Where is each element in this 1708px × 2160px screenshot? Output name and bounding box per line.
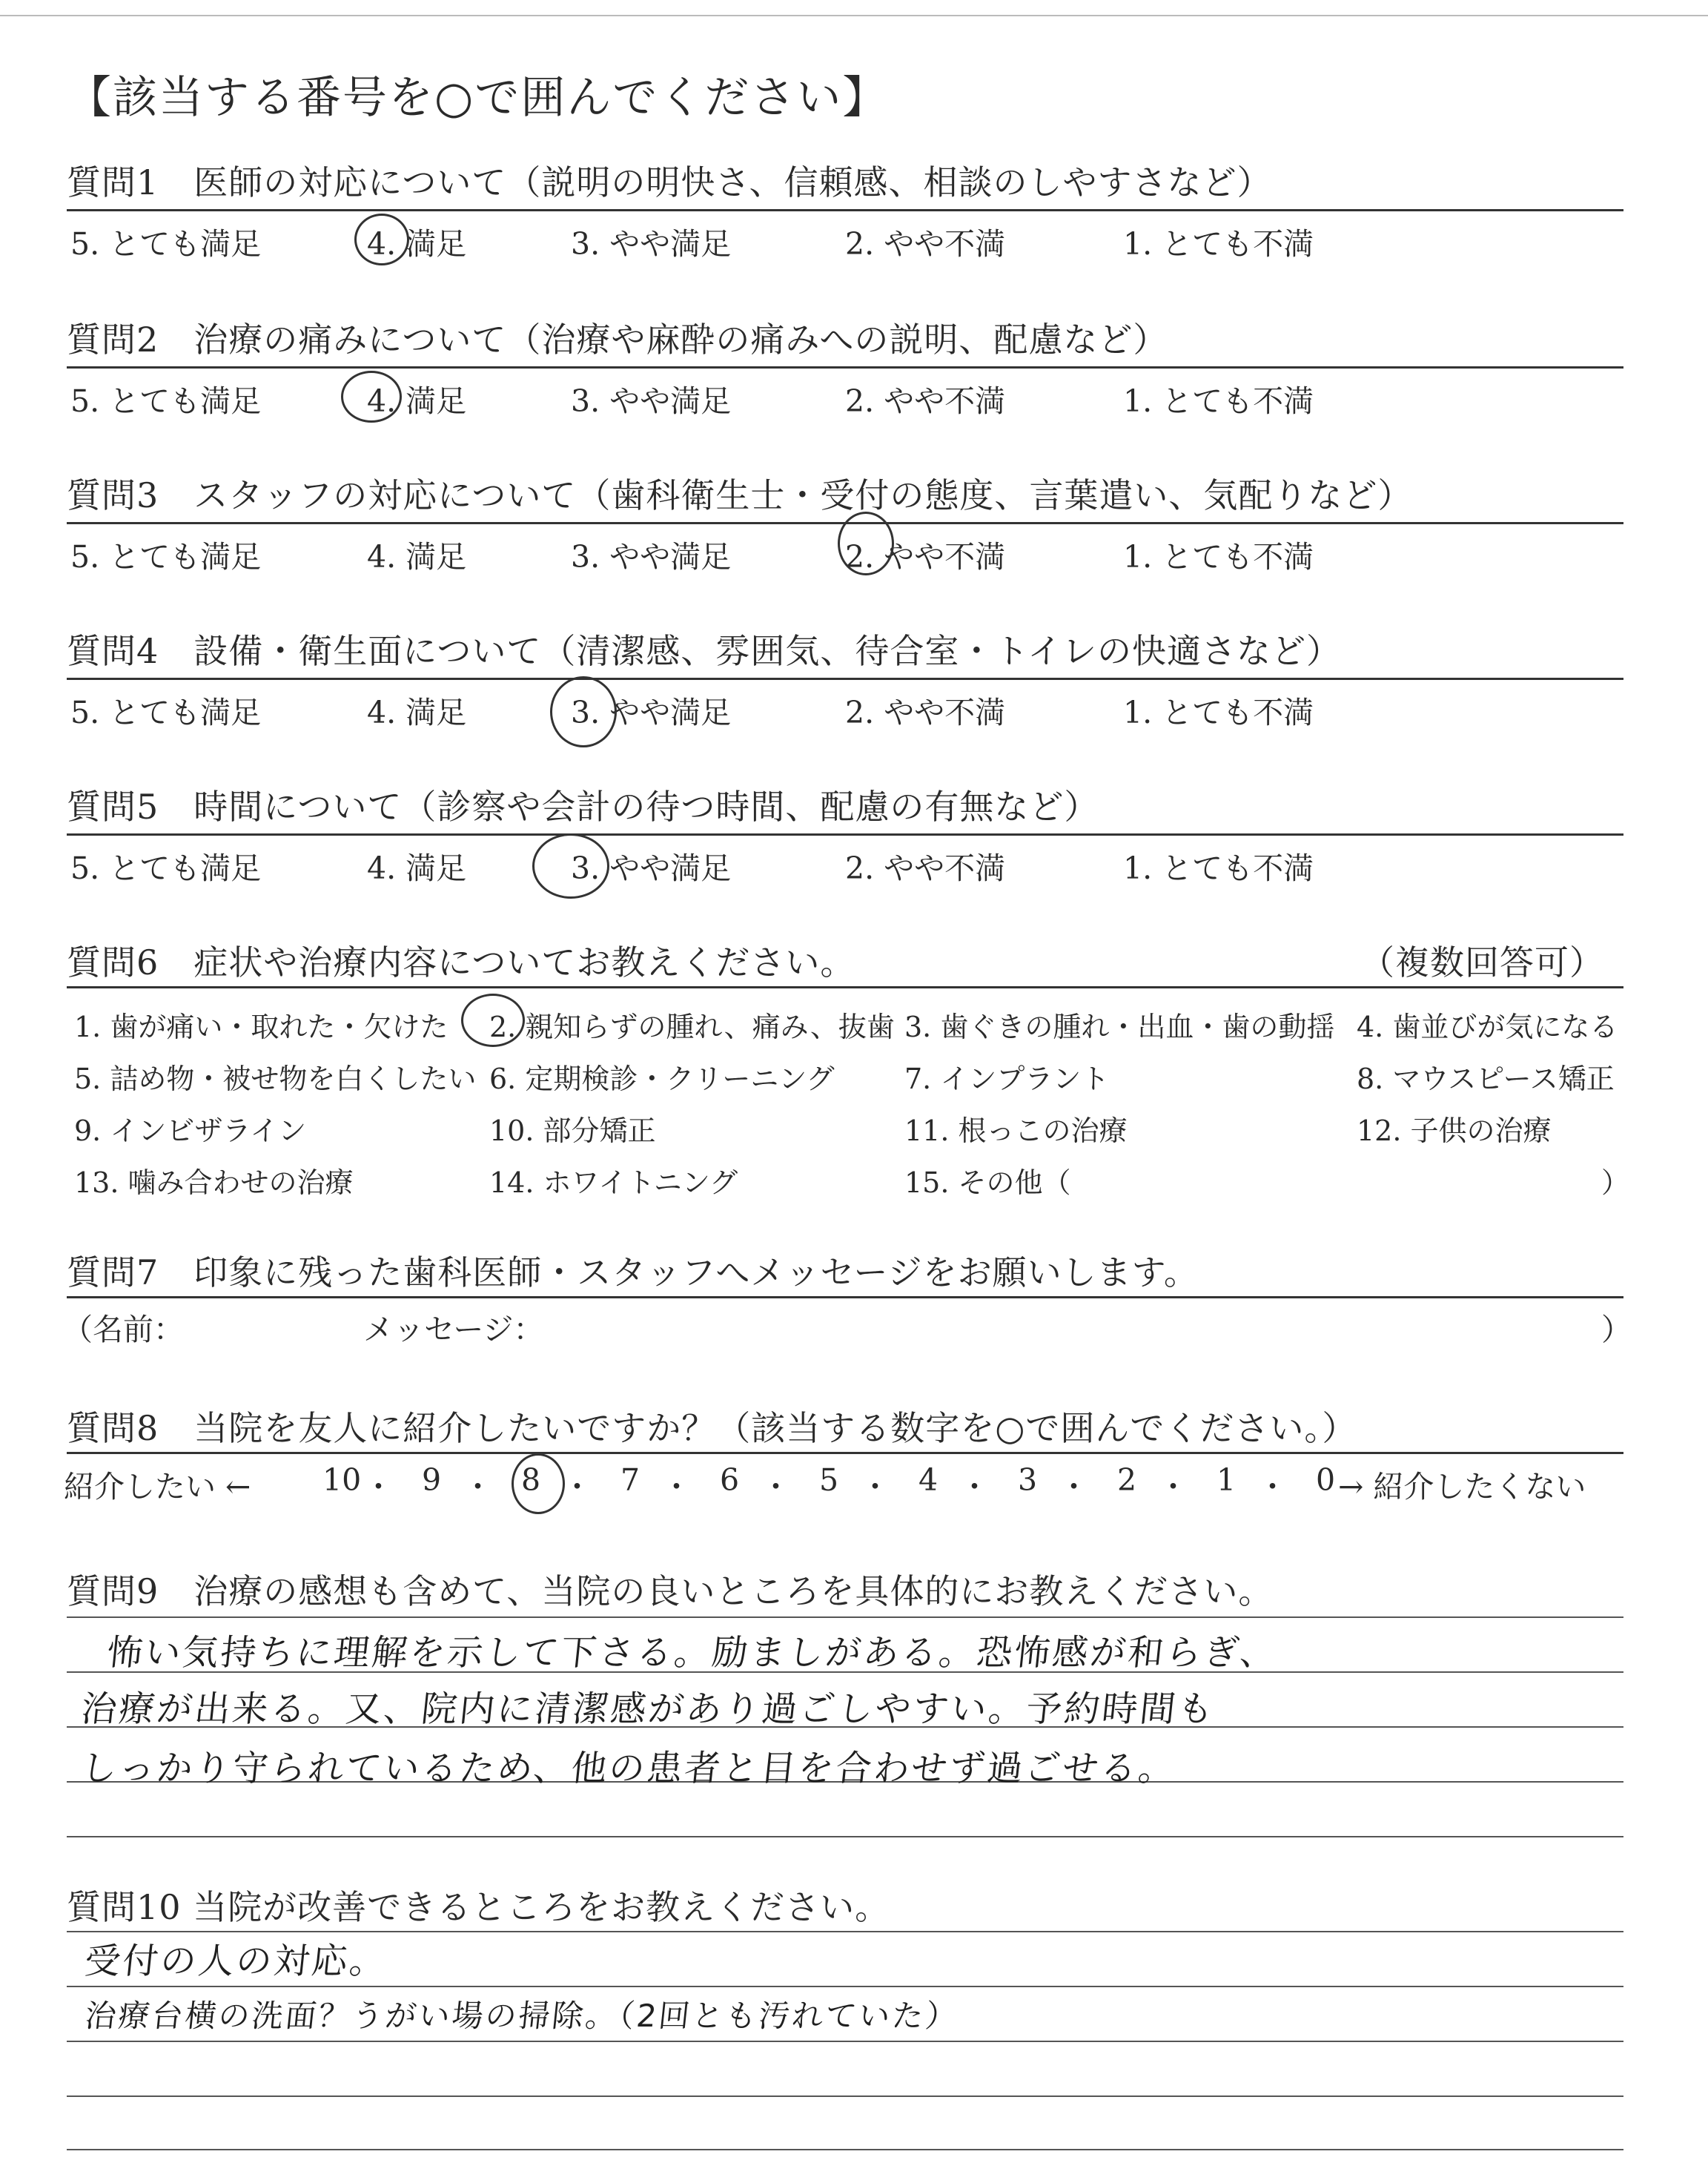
q6-option-7[interactable]: 7. インプラント bbox=[904, 1063, 1110, 1095]
q6-option-10[interactable]: 10. 部分矯正 bbox=[489, 1114, 656, 1147]
q10-answer-line-2: 治療台横の洗面？うがい場の掃除。（2回とも汚れていた） bbox=[83, 1998, 961, 2034]
q5-option-5[interactable]: 5. とても満足 bbox=[70, 851, 262, 886]
q5-option-2[interactable]: 2. やや不満 bbox=[845, 851, 1006, 886]
q6-option-3[interactable]: 3. 歯ぐきの腫れ・出血・歯の動揺 bbox=[904, 1011, 1335, 1043]
question-9-title: 質問9 治療の感想も含めて、当院の良いところを具体的にお教えください。 bbox=[67, 1571, 1274, 1611]
q2-answer-circle bbox=[341, 371, 402, 423]
q8-scale-separator: ・ bbox=[761, 1469, 791, 1505]
q6-option-12[interactable]: 12. 子供の治療 bbox=[1357, 1114, 1552, 1147]
q5-option-3[interactable]: 3. やや満足 bbox=[571, 851, 732, 886]
question-4-rule bbox=[67, 678, 1623, 680]
q3-option-1[interactable]: 1. とても不満 bbox=[1123, 539, 1314, 575]
page-title: 【該当する番号を○で囲んでください】 bbox=[67, 72, 889, 124]
q4-option-4[interactable]: 4. 満足 bbox=[367, 695, 467, 730]
q8-left-label: 紹介したい ← bbox=[64, 1469, 251, 1505]
q6-option-1[interactable]: 1. 歯が痛い・取れた・欠けた bbox=[74, 1011, 448, 1043]
question-5-rule bbox=[67, 833, 1623, 836]
q10-line-5 bbox=[67, 2149, 1623, 2150]
q10-line-2 bbox=[67, 1986, 1623, 1987]
q9-answer-line-1: 怖い気持ちに理解を示して下さる。励ましがある。恐怖感が和らぎ、 bbox=[105, 1632, 1280, 1674]
q6-option-14[interactable]: 14. ホワイトニング bbox=[489, 1166, 738, 1199]
question-8-rule bbox=[67, 1452, 1623, 1454]
q4-option-5[interactable]: 5. とても満足 bbox=[70, 695, 262, 730]
q5-answer-circle bbox=[532, 833, 609, 899]
q6-option-13[interactable]: 13. 噛み合わせの治療 bbox=[74, 1166, 354, 1199]
q3-answer-circle bbox=[838, 512, 894, 575]
q2-option-2[interactable]: 2. やや不満 bbox=[845, 383, 1006, 419]
question-2-rule bbox=[67, 366, 1623, 369]
q4-option-2[interactable]: 2. やや不満 bbox=[845, 695, 1006, 730]
q8-scale-separator: ・ bbox=[959, 1469, 990, 1505]
q1-option-3[interactable]: 3. やや満足 bbox=[571, 226, 732, 262]
q7-name-label: （名前： bbox=[62, 1312, 184, 1347]
q5-option-1[interactable]: 1. とても不満 bbox=[1123, 851, 1314, 886]
q3-option-5[interactable]: 5. とても満足 bbox=[70, 539, 262, 575]
q8-scale-separator: ・ bbox=[860, 1469, 890, 1505]
q1-answer-circle bbox=[354, 214, 409, 265]
q4-option-3[interactable]: 3. やや満足 bbox=[571, 695, 732, 730]
q8-right-label: → 紹介したくない bbox=[1338, 1469, 1586, 1505]
q1-option-5[interactable]: 5. とても満足 bbox=[70, 226, 262, 262]
question-2-title: 質問2 治療の痛みについて（治療や麻酔の痛みへの説明、配慮など） bbox=[67, 320, 1168, 360]
q6-option-11[interactable]: 11. 根っこの治療 bbox=[904, 1114, 1128, 1147]
q8-scale-8[interactable]: 8 bbox=[521, 1462, 541, 1498]
q8-scale-separator: ・ bbox=[661, 1469, 692, 1505]
q8-scale-3[interactable]: 3 bbox=[1018, 1462, 1038, 1498]
question-5-title: 質問5 時間について（診察や会計の待つ時間、配慮の有無など） bbox=[67, 787, 1099, 827]
q10-line-4 bbox=[67, 2095, 1623, 2097]
q6-option-8[interactable]: 8. マウスピース矯正 bbox=[1357, 1063, 1615, 1095]
q8-scale-10[interactable]: 10 bbox=[322, 1462, 362, 1498]
q6-option-5[interactable]: 5. 詰め物・被せ物を白くしたい bbox=[74, 1063, 477, 1095]
q8-scale-2[interactable]: 2 bbox=[1117, 1462, 1137, 1498]
q6-option-6[interactable]: 6. 定期検診・クリーニング bbox=[489, 1063, 835, 1095]
q1-option-2[interactable]: 2. やや不満 bbox=[845, 226, 1006, 262]
question-4-title: 質問4 設備・衛生面について（清潔感、雰囲気、待合室・トイレの快適さなど） bbox=[67, 631, 1342, 671]
q6-answer-circle bbox=[461, 994, 525, 1047]
q8-scale-separator: ・ bbox=[562, 1469, 592, 1505]
q8-scale-separator: ・ bbox=[463, 1469, 493, 1505]
q7-close-paren: ） bbox=[1601, 1312, 1632, 1347]
q8-scale-6[interactable]: 6 bbox=[720, 1462, 740, 1498]
q1-option-1[interactable]: 1. とても不満 bbox=[1123, 226, 1314, 262]
question-6-note: （複数回答可） bbox=[1360, 942, 1604, 982]
q8-scale-separator: ・ bbox=[1257, 1469, 1288, 1505]
q3-option-3[interactable]: 3. やや満足 bbox=[571, 539, 732, 575]
q4-option-1[interactable]: 1. とても不満 bbox=[1123, 695, 1314, 730]
q8-scale-separator: ・ bbox=[363, 1469, 394, 1505]
q10-answer-line-1: 受付の人の対応。 bbox=[82, 1941, 390, 1982]
page-top-edge bbox=[0, 15, 1708, 16]
q2-option-4[interactable]: 4. 満足 bbox=[367, 383, 467, 419]
question-3-title: 質問3 スタッフの対応について（歯科衛生士・受付の態度、言葉遣い、気配りなど） bbox=[67, 475, 1413, 515]
q8-scale-1[interactable]: 1 bbox=[1217, 1462, 1237, 1498]
q9-answer-line-3: しっかり守られているため、他の患者と目を合わせず過ごせる。 bbox=[79, 1748, 1179, 1789]
question-8-title: 質問8 当院を友人に紹介したいですか？（該当する数字を○で囲んでください。） bbox=[67, 1408, 1357, 1448]
q4-answer-circle bbox=[550, 676, 617, 747]
q2-option-3[interactable]: 3. やや満足 bbox=[571, 383, 732, 419]
q9-answer-line-2: 治療が出来る。又、院内に清潔感があり過ごしやすい。予約時間も bbox=[79, 1688, 1218, 1730]
question-7-rule bbox=[67, 1296, 1623, 1298]
q2-option-1[interactable]: 1. とても不満 bbox=[1123, 383, 1314, 419]
q8-scale-separator: ・ bbox=[1059, 1469, 1089, 1505]
q8-scale-9[interactable]: 9 bbox=[422, 1462, 442, 1498]
q5-option-4[interactable]: 4. 満足 bbox=[367, 851, 467, 886]
q6-option-4[interactable]: 4. 歯並びが気になる bbox=[1357, 1011, 1618, 1043]
q8-scale-5[interactable]: 5 bbox=[819, 1462, 839, 1498]
q6-option-9[interactable]: 9. インビザライン bbox=[74, 1114, 307, 1147]
question-6-title: 質問6 症状や治療内容についてお教えください。 bbox=[67, 942, 855, 982]
q8-scale bbox=[322, 1462, 1336, 1507]
q2-option-5[interactable]: 5. とても満足 bbox=[70, 383, 262, 419]
question-6-rule bbox=[67, 986, 1623, 988]
q7-message-label: メッセージ： bbox=[363, 1312, 544, 1347]
q6-option-15-close: ） bbox=[1601, 1166, 1630, 1199]
q9-line-1 bbox=[67, 1616, 1623, 1618]
question-7-title: 質問7 印象に残った歯科医師・スタッフへメッセージをお願いします。 bbox=[67, 1252, 1199, 1292]
q8-scale-0[interactable]: 0 bbox=[1316, 1462, 1336, 1498]
q10-line-3 bbox=[67, 2041, 1623, 2042]
q8-scale-7[interactable]: 7 bbox=[620, 1462, 640, 1498]
q3-option-2[interactable]: 2. やや不満 bbox=[845, 539, 1006, 575]
q1-option-4[interactable]: 4. 満足 bbox=[367, 226, 467, 262]
q8-answer-circle bbox=[512, 1453, 565, 1514]
q6-option-15[interactable]: 15. その他（ bbox=[904, 1166, 1071, 1199]
q6-option-2[interactable]: 2. 親知らずの腫れ、痛み、抜歯 bbox=[489, 1011, 895, 1043]
question-1-title: 質問1 医師の対応について（説明の明快さ、信頼感、相談のしやすさなど） bbox=[67, 162, 1272, 202]
question-1-rule bbox=[67, 209, 1623, 211]
q9-line-5 bbox=[67, 1836, 1623, 1837]
question-10-title: 質問10 当院が改善できるところをお教えください。 bbox=[67, 1887, 890, 1927]
q8-scale-separator: ・ bbox=[1158, 1469, 1188, 1505]
q3-option-4[interactable]: 4. 満足 bbox=[367, 539, 467, 575]
q8-scale-4[interactable]: 4 bbox=[918, 1462, 939, 1498]
